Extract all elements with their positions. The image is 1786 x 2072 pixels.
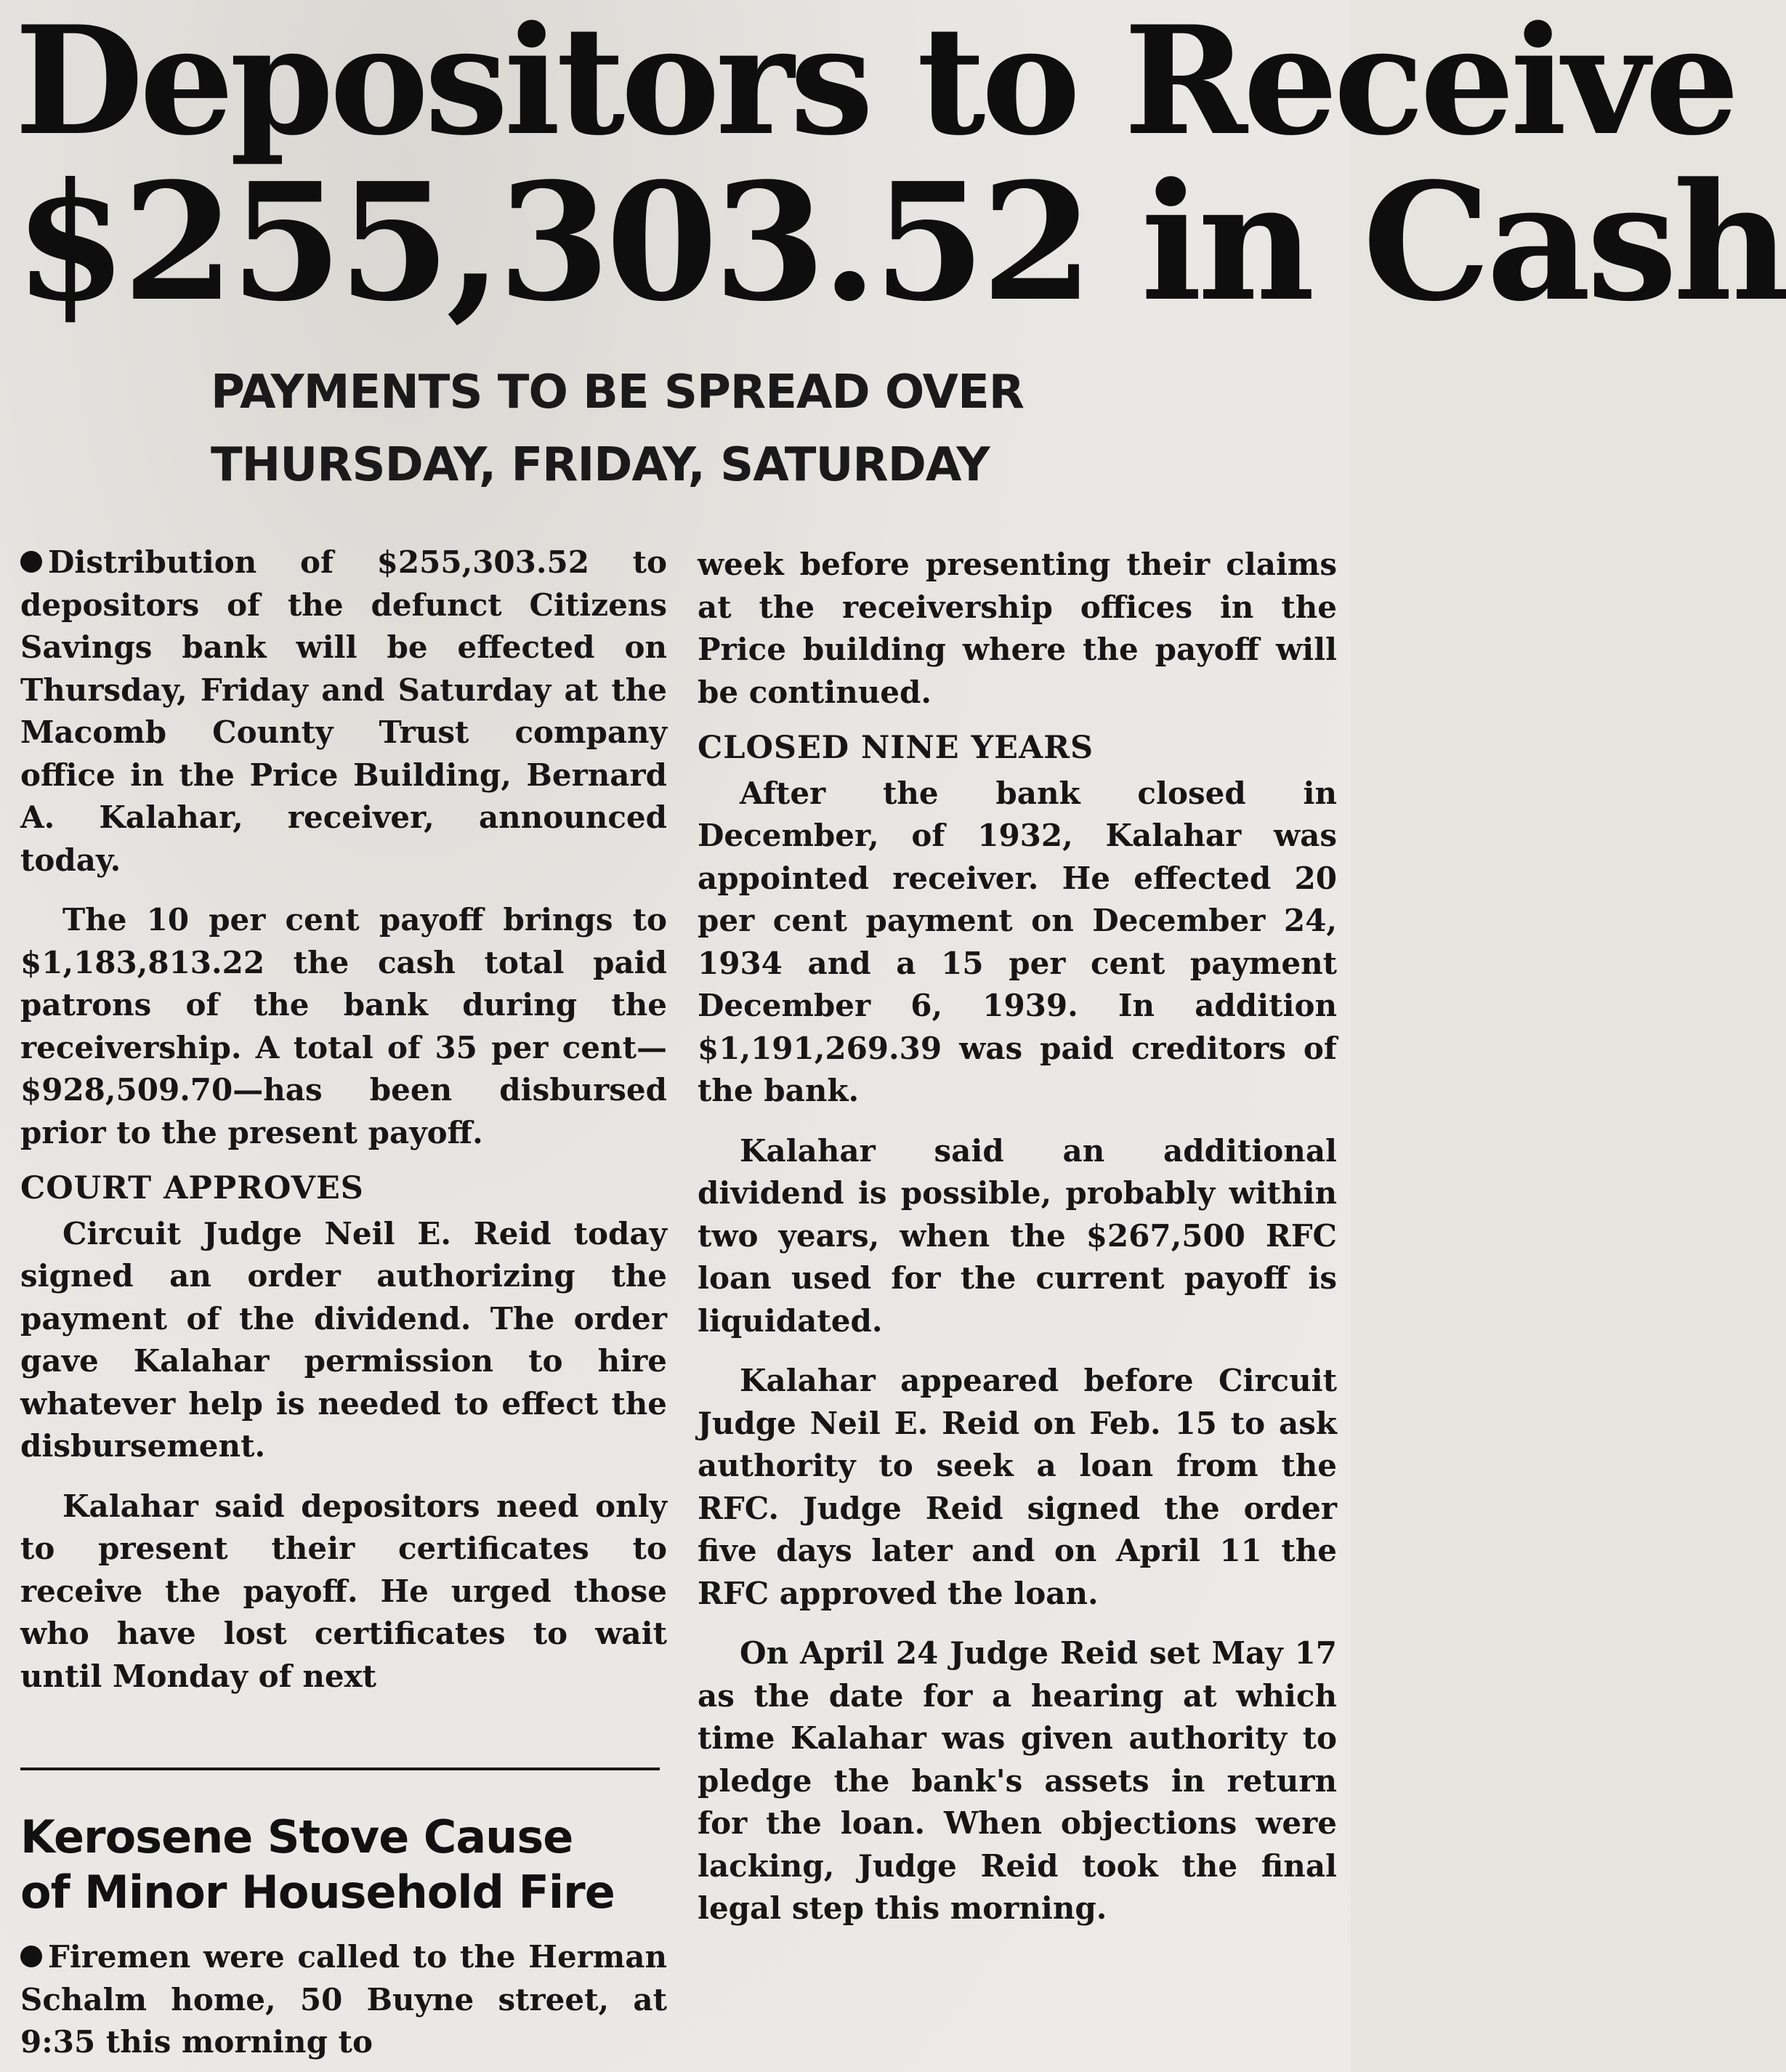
headline-line-2: $255,303.52 in Cash — [15, 148, 1786, 337]
paragraph: Kalahar said an additional dividend is possible, probably within two years, when the $267,500 RFC loan used for the current payoff is liquidated. — [698, 1132, 1337, 1339]
subheadline-line-2: THURSDAY, FRIDAY, SATURDAY — [211, 438, 990, 492]
second-story — [20, 1810, 667, 2064]
column-divider-rule — [20, 1767, 660, 1770]
paragraph: Kalahar appeared before Circuit Judge Neil E. Reid on Feb. 15 to ask authority to seek a loan from the RFC. Judge Reid signed the order five days later and on April 11 the RFC approved the loan. — [698, 1363, 1337, 1611]
second-story-headline-line-2: of Minor Household Fire — [20, 1866, 615, 1919]
paragraph: Circuit Judge Neil E. Reid today signed an order authorizing the payment of the dividend. The order gave Kalahar permission to hire whatever help is needed to effect the disbursement. — [20, 1215, 667, 1464]
paragraph: week before presenting their claims at the receivership offices in the Price building where the payoff will be continued. — [698, 547, 1337, 710]
second-story-headline-line-1: Kerosene Stove Cause — [20, 1810, 573, 1863]
second-story-headline — [20, 1810, 667, 1920]
headline-line-1: Depositors to Receive — [15, 0, 1736, 169]
subheadline-line-1: PAYMENTS TO BE SPREAD OVER — [211, 366, 1025, 419]
paragraph: After the bank closed in December, of 1932, Kalahar was appointed receiver. He effected 20 per cent payment on December 24, 1934 and a 15 per cent payment December 6, 1939. In addition $1,191,269.39 was paid creditors of the bank. — [698, 775, 1337, 1108]
section-heading-closed-nine-years: CLOSED NINE YEARS — [698, 730, 1094, 766]
paragraph: Kalahar said depositors need only to present their certificates to receive the payoff. He urged those who have lost certificates to wait until Monday of next — [20, 1488, 667, 1694]
second-story-body-text: Firemen were called to the Herman Schalm home, 50 Buyne street, at 9:35 this morning to — [20, 1939, 667, 2060]
bullet-icon — [20, 551, 42, 573]
article-left-column — [20, 541, 667, 1698]
lead-paragraph — [20, 541, 667, 882]
section-heading-court-approves: COURT APPROVES — [20, 1170, 364, 1206]
article-right-column — [698, 544, 1337, 1930]
paragraph: On April 24 Judge Reid set May 17 as the date for a hearing at which time Kalahar was given authority to pledge the bank's assets in return for the loan. When objections were lacking, Judge Reid took the final legal step this morning. — [698, 1635, 1337, 1926]
lead-paragraph-text: Distribution of $255,303.52 to depositors of the defunct Citizens Savings bank will be effected on Thursday, Friday and Saturday at the Macomb County Trust company office in the Price Building, Bernard A. Kalahar, receiver, announced today. — [20, 544, 667, 878]
subheadline — [211, 356, 1155, 501]
paragraph: The 10 per cent payoff brings to $1,183,813.22 the cash total paid patrons of the bank during the receivership. A total of 35 per cent—$928,509.70—has been disbursed prior to the present payoff. — [20, 902, 667, 1150]
headline — [15, 0, 1786, 337]
bullet-icon — [20, 1946, 42, 1967]
second-story-body — [20, 1936, 667, 2064]
